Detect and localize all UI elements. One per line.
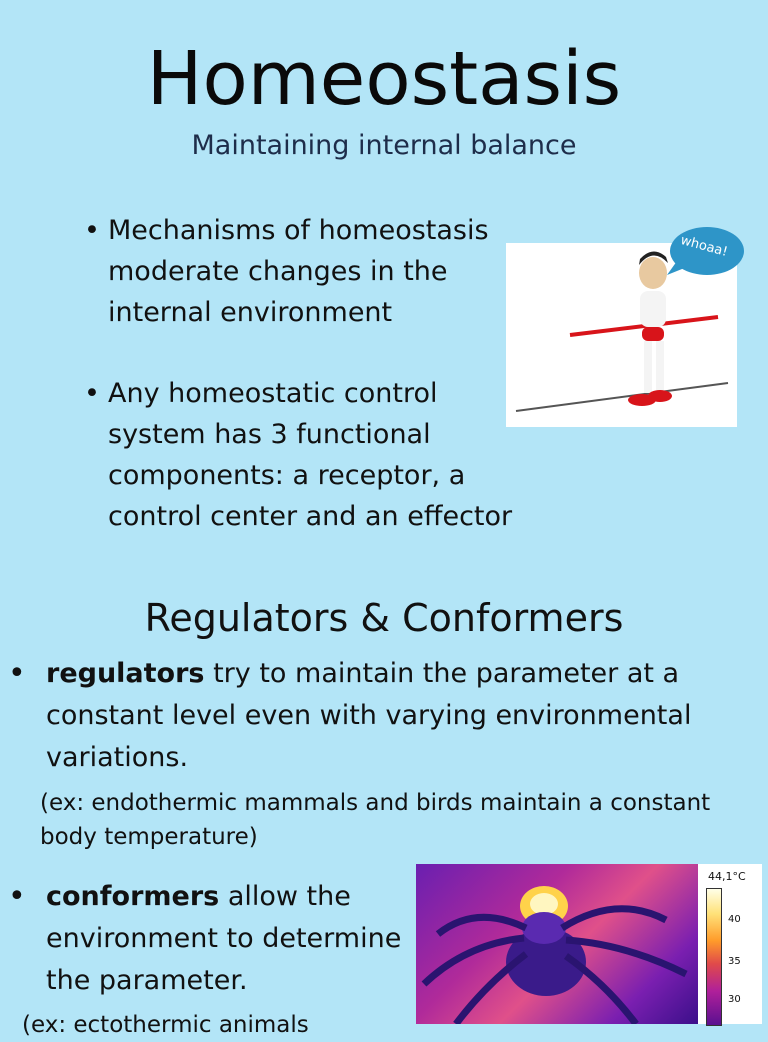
temperature-scale — [698, 864, 762, 1024]
bullet-marker: • — [8, 879, 26, 914]
speech-bubble — [663, 225, 745, 277]
speech-bubble-text: whoaa! — [678, 233, 730, 260]
bullet-item — [84, 210, 508, 333]
scale-tick: 35 — [728, 956, 741, 967]
regulators-term: regulators — [46, 658, 205, 689]
spider-thermal-illustration — [416, 864, 698, 1024]
scale-tick: 30 — [728, 994, 741, 1005]
bullet-text: Mechanisms of homeostasis moderate changes in the internal environment — [108, 215, 489, 328]
regulators-bullet — [8, 653, 696, 779]
bullet-marker: • — [84, 378, 100, 409]
bullet-item — [84, 373, 538, 537]
slide-subtitle: Maintaining internal balance — [191, 130, 577, 161]
bullet-text: Any homeostatic control system has 3 functional components: a receptor, a control center and an effector — [108, 378, 513, 532]
conformers-term: conformers — [46, 881, 220, 912]
bullet-marker: • — [84, 215, 100, 246]
regulators-definition: try to maintain the parameter at a constant level even with varying environmental variations. — [46, 658, 692, 773]
conformers-definition: allow the environment to determine the parameter. — [46, 881, 402, 996]
color-scale-bar — [706, 888, 722, 1026]
thermal-spider-image — [416, 864, 698, 1024]
slide-title: Homeostasis — [146, 36, 622, 122]
scale-max-label: 44,1°C — [708, 870, 746, 883]
conformers-bullet — [8, 876, 426, 1002]
conformers-example: (ex: ectothermic animals — [22, 1012, 309, 1038]
scale-tick: 40 — [728, 914, 741, 925]
section-title: Regulators & Conformers — [144, 596, 624, 640]
regulators-example: (ex: endothermic mammals and birds maintain a constant body temperature) — [40, 790, 711, 850]
bullet-marker: • — [8, 656, 26, 691]
